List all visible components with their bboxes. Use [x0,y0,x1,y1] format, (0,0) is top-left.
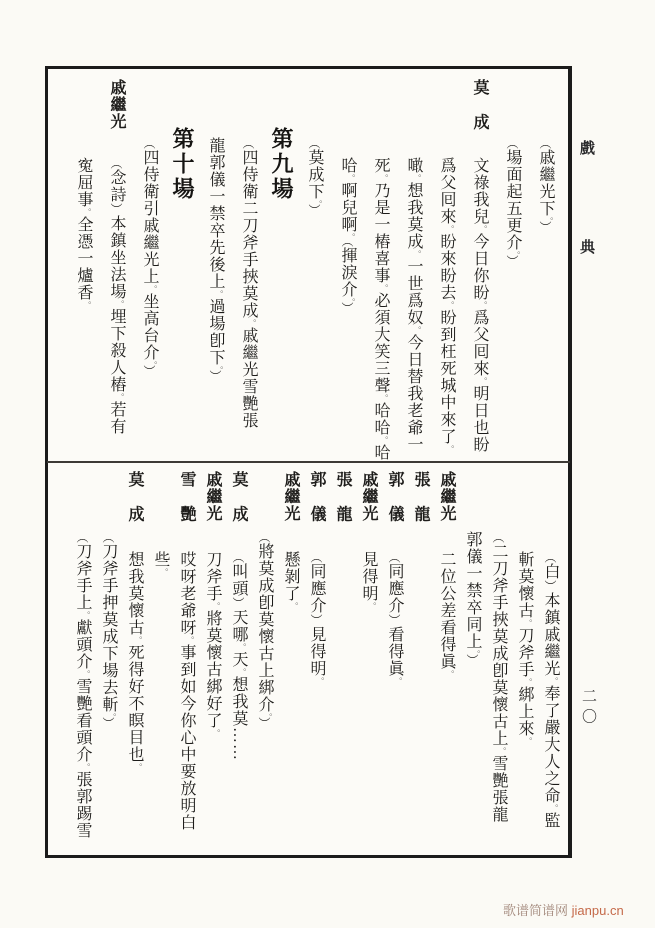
dialogue-column: 二位公差看得眞。 [438,551,455,678]
speaker-name: 雪艷 [178,471,195,540]
speaker-name: 戚繼光 [438,471,455,522]
stage-direction-column: （戚繼光下。） [537,137,554,233]
scene-header: 第十場 [170,127,195,202]
watermark [503,900,653,919]
watermark-site-url: jianpu.cn [571,903,624,918]
stage-direction-column: （刀斧手押莫成下場去斬。） [100,531,117,729]
stage-direction-column: （莫成下。） [306,137,323,216]
speaker-name: 戚繼光 [204,471,221,522]
speaker-name: 莫成 [230,471,247,540]
dialogue-column: 懸剝了。 [282,551,299,610]
speaker-name: 張龍 [334,471,351,540]
dialogue-column: 想我莫懷古。死得好不瞑目也。 [126,551,143,771]
dialogue-column: 哈。啊兒啊。（揮淚介。） [339,157,356,314]
speaker-name: 戚繼光 [108,79,125,130]
stage-direction-column: （二刀斧手挾莫成卽莫懷古上。雪艷張龍 [490,531,507,823]
dialogue-column: 噉。想我莫成。一世爲奴。今日替我老爺一 [405,157,422,453]
stage-direction-column: （四侍衛二刀斧手挾莫成。戚繼光雪艷張 [240,137,257,429]
watermark-site-name: 歌谱简谱网 [503,903,569,918]
top-page-text-area [48,69,568,461]
stage-direction-column: （場面起五更介。） [504,137,521,267]
page-border-frame [45,66,572,858]
stage-direction-column: 郭儀一禁卒同上。） [464,531,481,666]
page-number: 二〇 [580,688,596,729]
stage-direction-column: 龍郭儀一禁卒先後上。過場卽下。） [207,137,224,382]
speaker-name: 郭儀 [308,471,325,540]
bottom-page-text-area [48,463,568,855]
speaker-name: 張龍 [412,471,429,540]
dialogue-column: （同應介）見得明。 [308,551,325,685]
dialogue-column: 死。乃是一樁喜事。必須大笑三聲。哈哈。哈 [372,157,389,461]
dialogue-column: 些。 [152,551,169,576]
speaker-name: 戚繼光 [282,471,299,522]
speaker-name: 莫成 [126,471,143,540]
dialogue-column: （白）本鎮戚繼光。奉了嚴大人之命。監 [542,551,559,829]
dialogue-column: （叫頭）天哪。天。想我莫…… [230,551,247,761]
dialogue-column: （念詩）本鎮坐法場。埋下殺人樁。若有 [108,157,125,435]
dialogue-column: （同應介）看得眞。 [386,551,403,685]
speaker-name: 郭儀 [386,471,403,540]
stage-direction-column: （四侍衛引戚繼光上。坐高台介。） [141,137,158,377]
dialogue-column: 見得明。 [360,551,377,610]
stage-direction-column: （將莫成卽莫懷古上綁介。） [256,531,273,729]
speaker-name: 莫成 [471,79,488,148]
dialogue-column: 哎呀老爺呀。事到如今你心中要放明白 [178,551,195,831]
speaker-name: 戚繼光 [360,471,377,522]
dialogue-column: 刀斧手。將莫懷古綁好了。 [204,551,221,737]
dialogue-column: 斬莫懷古。刀斧手。綁上來。 [516,551,533,745]
book-title-margin: 戲典 [578,140,594,338]
scene-header: 第九場 [269,127,294,202]
dialogue-column: 爲父囘來。盼來盼去。盼到枉死城中來了。 [438,157,455,453]
dialogue-column: 文祿我兒。今日你盼。爲父囘來。明日也盼 [471,157,488,453]
dialogue-column: 寃屈事。全憑一爐香。 [75,157,92,309]
stage-direction-column: （刀斧手上。獻頭介。雪艷看頭介。張郭踢雪 [74,531,91,839]
